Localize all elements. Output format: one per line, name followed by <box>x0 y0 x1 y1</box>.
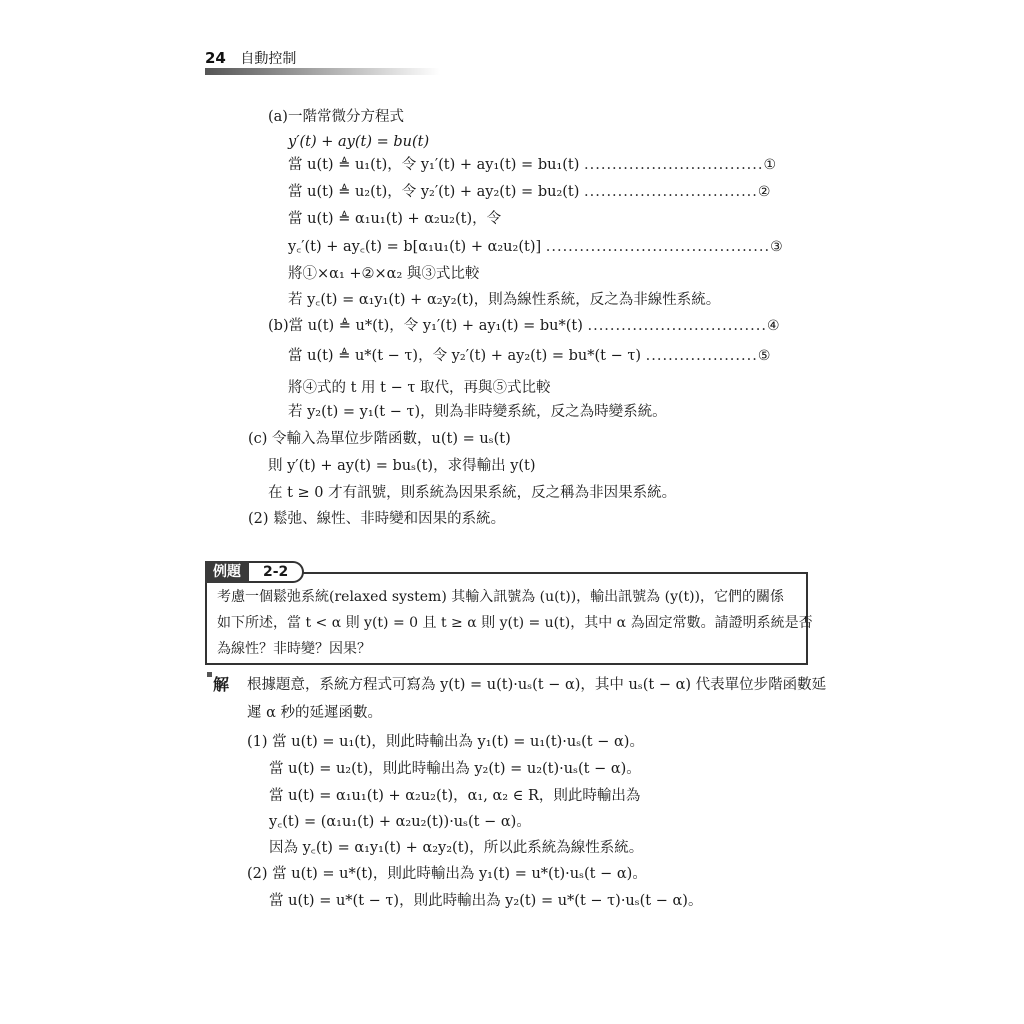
part-a-equation: y′(t) + ay(t) = bu(t) <box>288 134 430 150</box>
part-a-compare: 將①×α₁ +②×α₂ 與③式比較 <box>288 266 480 282</box>
part-b-eq5-text: 當 u(t) ≜ u*(t − τ)，令 y₂′(t) + ay₂(t) = bu*(t − τ) <box>288 348 642 364</box>
part-c-output: 則 y′(t) + ay(t) = buₛ(t)，求得輸出 y(t) <box>268 458 536 474</box>
page-header <box>205 48 296 68</box>
solution-line-9: 當 u(t) = u*(t − τ)，則此時輸出為 y₂(t) = u*(t − τ)·uₛ(t − α)。 <box>269 893 703 909</box>
part-c-title: (c) 令輸入為單位步階函數，u(t) = uₛ(t) <box>248 431 511 447</box>
part-a-eq1-line <box>288 156 776 174</box>
part-c-conclusion: 在 t ≥ 0 才有訊號，則系統為因果系統，反之稱為非因果系統。 <box>268 485 677 501</box>
part-b-eq4-text: (b)當 u(t) ≜ u*(t)，令 y₁′(t) + ay₁(t) = bu*(t) <box>268 318 583 334</box>
part-a-combined-input: 當 u(t) ≜ α₁u₁(t) + α₂u₂(t)，令 <box>288 211 502 227</box>
solution-line-5: 當 u(t) = α₁u₁(t) + α₂u₂(t)，α₁, α₂ ∈ R，則此時輸出為 <box>269 788 641 804</box>
solution-line-3: (1) 當 u(t) = u₁(t)，則此時輸出為 y₁(t) = u₁(t)·uₛ(t − α)。 <box>247 734 644 750</box>
solution-line-1: 根據題意，系統方程式可寫為 y(t) = u(t)·uₛ(t − α)，其中 uₛ(t − α) 代表單位步階函數延 <box>247 677 827 693</box>
solution-line-6: y꜀(t) = (α₁u₁(t) + α₂u₂(t))·uₛ(t − α)。 <box>269 814 531 830</box>
example-line-1: 考慮一個鬆弛系統(relaxed system) 其輸入訊號為 (u(t))，輸出訊號為 (y(t))，它們的關係 <box>217 589 785 605</box>
example-tab <box>205 561 304 583</box>
eq-number-2: ② <box>757 184 771 200</box>
example-box <box>205 572 813 665</box>
header-gradient-bar <box>205 68 440 75</box>
part-b-compare: 將④式的 t 用 t − τ 取代，再與⑤式比較 <box>288 380 551 396</box>
part-a-conclusion: 若 y꜀(t) = α₁y₁(t) + α₂y₂(t)，則為線性系統，反之為非線性系統。 <box>288 292 721 308</box>
eq-number-4: ④ <box>766 318 780 334</box>
leader-dots: .................... <box>645 348 758 364</box>
part-a-title: (a)一階常微分方程式 <box>268 109 404 125</box>
solution-square-icon <box>207 672 212 677</box>
eq-number-5: ⑤ <box>757 348 771 364</box>
solution-line-4: 當 u(t) = u₂(t)，則此時輸出為 y₂(t) = u₂(t)·uₛ(t − α)。 <box>269 761 641 777</box>
page-number: 24 <box>205 49 226 67</box>
part-a-eq3-text: y꜀′(t) + ay꜀(t) = b[α₁u₁(t) + α₂u₂(t)] <box>288 239 542 255</box>
leader-dots: ................................ <box>587 318 767 334</box>
part-b-conclusion: 若 y₂(t) = y₁(t − τ)，則為非時變系統，反之為時變系統。 <box>288 404 667 420</box>
solution-line-8: (2) 當 u(t) = u*(t)，則此時輸出為 y₁(t) = u*(t)·uₛ(t − α)。 <box>247 866 647 882</box>
example-label: 例題 <box>205 561 249 583</box>
eq-number-1: ① <box>763 157 777 173</box>
part-a-eq2-text: 當 u(t) ≜ u₂(t)，令 y₂′(t) + ay₂(t) = bu₂(t) <box>288 184 580 200</box>
example-number: 2-2 <box>249 561 304 583</box>
leader-dots: ........................................ <box>545 239 771 255</box>
part-2-answer: (2) 鬆弛、線性、非時變和因果的系統。 <box>248 511 506 527</box>
part-a-eq1-text: 當 u(t) ≜ u₁(t)，令 y₁′(t) + ay₁(t) = bu₁(t) <box>288 157 580 173</box>
eq-number-3: ③ <box>770 239 783 255</box>
solution-mark <box>207 672 229 695</box>
leader-dots: ............................... <box>584 184 758 200</box>
example-line-2: 如下所述，當 t < α 則 y(t) = 0 且 t ≥ α 則 y(t) = u(t)，其中 α 為固定常數。請證明系統是否 <box>217 615 813 631</box>
part-b-eq4-line <box>268 317 780 335</box>
part-a-eq3-line <box>288 238 783 256</box>
solution-label: 解 <box>213 675 230 694</box>
book-title: 自動控制 <box>240 51 297 67</box>
example-line-3: 為線性？非時變？因果？ <box>217 641 371 657</box>
solution-line-7: 因為 y꜀(t) = α₁y₁(t) + α₂y₂(t)，所以此系統為線性系統。 <box>269 840 644 856</box>
part-b-eq5-line <box>288 347 770 365</box>
part-a-eq2-line <box>288 183 770 201</box>
leader-dots: ................................ <box>584 157 764 173</box>
solution-line-2: 遲 α 秒的延遲函數。 <box>247 705 383 721</box>
